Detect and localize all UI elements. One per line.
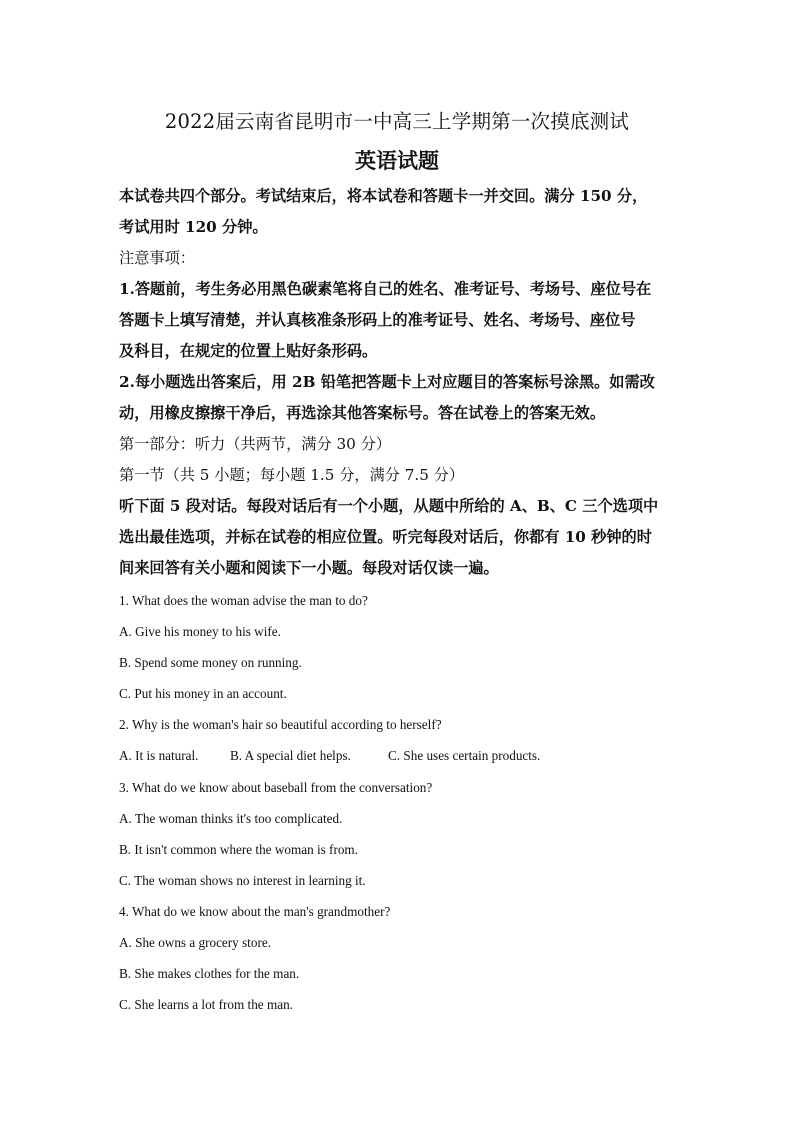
notice-1-line-3: 及科目，在规定的位置上贴好条形码。 [119,342,378,360]
exam-subtitle: 英语试题 [355,148,439,173]
listening-instruction-line-1: 听下面 5 段对话。每段对话后有一个小题，从题中所给的 A、B、C 三个选项中 [119,497,659,515]
intro-line-2: 考试用时 120 分钟。 [119,218,268,236]
notice-2-line-2: 动，用橡皮擦擦干净后，再选涂其他答案标号。答在试卷上的答案无效。 [119,404,605,422]
question-3-option-a: A. The woman thinks it's too complicated. [119,811,343,826]
question-3-option-c: C. The woman shows no interest in learning it. [119,873,366,888]
notice-heading: 注意事项： [119,249,195,267]
notice-2-line-1: 2.每小题选出答案后，用 2B 铅笔把答题卡上对应题目的答案标号涂黑。如需改 [119,373,655,391]
exam-title: 2022届云南省昆明市一中高三上学期第一次摸底测试 [164,110,630,133]
notice-1-line-1: 1.答题前，考生务必用黑色碳素笔将自己的姓名、准考证号、考场号、座位号在 [119,280,652,298]
question-2-option-a: A. It is natural. [119,748,199,763]
notice-1-line-2: 答题卡上填写清楚，并认真核准条形码上的准考证号、姓名、考场号、座位号 [119,311,636,329]
question-1-option-c: C. Put his money in an account. [119,686,287,701]
question-1-stem: 1. What does the woman advise the man to do? [119,593,368,608]
intro-line-1: 本试卷共四个部分。考试结束后，将本试卷和答题卡一并交回。满分 150 分， [119,187,648,205]
listening-instruction-line-2: 选出最佳选项，并标在试卷的相应位置。听完每段对话后，你都有 10 秒钟的时 [119,528,652,546]
question-3-option-b: B. It isn't common where the woman is from. [119,842,358,857]
question-2-stem: 2. Why is the woman's hair so beautiful according to herself? [119,717,442,732]
section1-heading: 第一节（共 5 小题；每小题 1.5 分，满分 7.5 分） [119,466,465,484]
question-3-stem: 3. What do we know about baseball from the conversation? [119,780,433,795]
question-1-option-b: B. Spend some money on running. [119,655,302,670]
listening-instruction-line-3: 间来回答有关小题和阅读下一小题。每段对话仅读一遍。 [119,559,499,577]
question-1-option-a: A. Give his money to his wife. [119,624,281,639]
part1-heading: 第一部分：听力（共两节，满分 30 分） [119,435,391,453]
question-4-stem: 4. What do we know about the man's grandmother? [119,904,391,919]
question-4-option-b: B. She makes clothes for the man. [119,966,300,981]
question-2-option-c: C. She uses certain products. [388,748,541,763]
question-4-option-c: C. She learns a lot from the man. [119,997,293,1012]
question-4-option-a: A. She owns a grocery store. [119,935,271,950]
question-2-option-b: B. A special diet helps. [230,748,351,763]
